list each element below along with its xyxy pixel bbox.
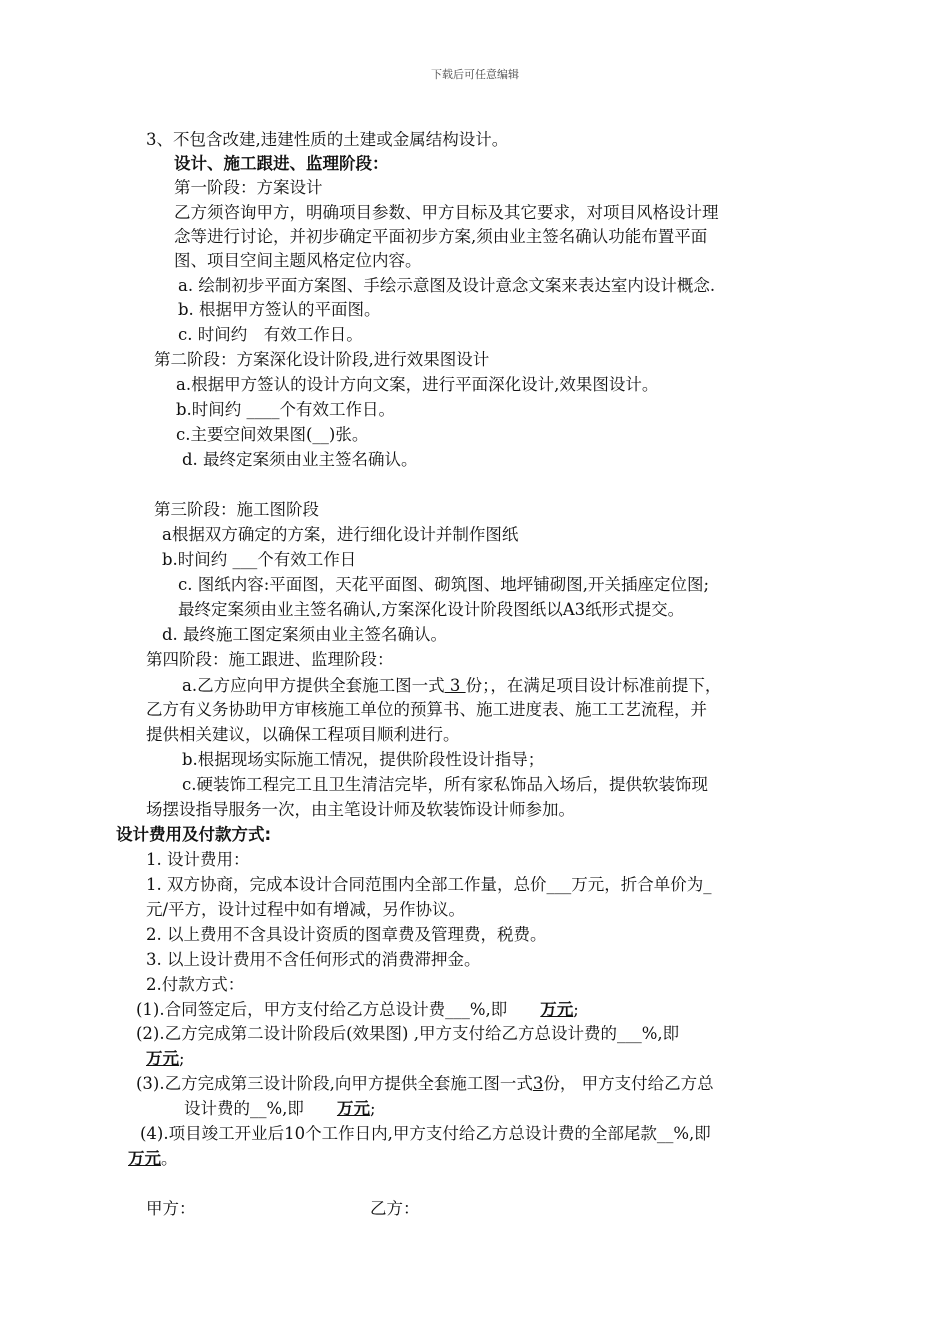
party-b-signature-label: 乙方： — [370, 1199, 420, 1218]
stage-2-title: 第二阶段：方案深化设计阶段,进行效果图设计 — [154, 350, 490, 369]
stage-4-item-b: b.根据现场实际施工情况，提供阶段性设计指导； — [182, 750, 545, 769]
payment-item-3-cont-text: 设计费的__%,即 — [184, 1099, 337, 1118]
payment-item-3-text-2: 份， 甲方支付给乙方总 — [543, 1074, 714, 1093]
stage-4-item-c: c.硬装饰工程完工且卫生清洁完毕，所有家私饰品入场后，提供软装饰现 — [182, 775, 708, 794]
stage-1-text-1: 乙方须咨询甲方，明确项目参数、甲方目标及其它要求，对项目风格设计理 — [174, 203, 719, 222]
fees-item-1-cont: 元/平方，设计过程中如有增减，另作协议。 — [146, 900, 466, 919]
payment-item-1 — [136, 998, 579, 1022]
stage-3-item-b: b.时间约 ___个有效工作日 — [162, 550, 357, 569]
stage-1-text-2: 念等进行讨论，并初步确定平面初步方案,须由业主签名确认功能布置平面 — [174, 227, 708, 246]
payment-item-2: (2).乙方完成第二设计阶段后(效果图) ,甲方支付给乙方总设计费的___%,即 — [136, 1024, 680, 1043]
payment-item-1-unit: 万元 — [540, 1000, 574, 1019]
stage-3-title: 第三阶段：施工图阶段 — [154, 500, 319, 519]
stage-3-item-c-cont: 最终定案须由业主签名确认,方案深化设计阶段图纸以A3纸形式提交。 — [178, 600, 685, 619]
payment-item-4-end: 。 — [161, 1149, 178, 1168]
stage-1-item-b: b. 根据甲方签认的平面图。 — [178, 300, 381, 319]
fees-item-3: 3. 以上设计费用不含任何形式的消费滞押金。 — [146, 950, 481, 969]
stage-3-item-d: d. 最终施工图定案须由业主签名确认。 — [162, 625, 448, 644]
payment-item-3-text: (3).乙方完成第三设计阶段,向甲方提供全套施工图一式 — [136, 1074, 533, 1093]
payment-subtitle: 2.付款方式： — [146, 975, 245, 994]
drawing-copies-value: 3 — [444, 676, 466, 695]
fees-subtitle: 1. 设计费用： — [146, 850, 250, 869]
payment-item-4: (4).项目竣工开业后10个工作日内,甲方支付给乙方总设计费的全部尾款__%,即 — [140, 1124, 711, 1143]
stage-2-item-a: a.根据甲方签认的设计方向文案，进行平面深化设计,效果图设计。 — [176, 375, 659, 394]
stage-1-item-c: c. 时间约 有效工作日。 — [178, 325, 363, 344]
section-heading-design-stages: 设计、施工跟进、监理阶段： — [174, 154, 389, 173]
payment-item-3-end: ; — [369, 1099, 376, 1118]
stage-1-text-3: 图、项目空间主题风格定位内容。 — [174, 251, 422, 270]
stage-3-item-a: a根据双方确定的方案，进行细化设计并制作图纸 — [162, 525, 519, 544]
payment-item-2-end: ; — [179, 1049, 185, 1068]
payment-item-2-cont — [146, 1047, 185, 1071]
stage-3-item-c: c. 图纸内容:平面图，天花平面图、砌筑图、地坪铺砌图,开关插座定位图; — [178, 575, 710, 594]
stage-1-title: 第一阶段：方案设计 — [174, 178, 323, 197]
stage-4-item-a-cont-1: 乙方有义务协助甲方审核施工单位的预算书、施工进度表、施工工艺流程，并 — [146, 700, 707, 719]
payment-item-1-text: (1).合同签定后，甲方支付给乙方总设计费___%,即 — [136, 1000, 541, 1019]
payment-item-3-cont — [184, 1097, 376, 1121]
party-a-signature-label: 甲方： — [146, 1199, 196, 1218]
stage-2-item-d: d. 最终定案须由业主签名确认。 — [182, 450, 418, 469]
stage-4-item-a-cont-2: 提供相关建议，以确保工程项目顺利进行。 — [146, 725, 460, 744]
stage-2-item-c: c.主要空间效果图(__)张。 — [176, 425, 369, 444]
clause-3: 3、不包含改建,违建性质的土建或金属结构设计。 — [146, 130, 509, 149]
fees-item-1: 1. 双方协商，完成本设计合同范围内全部工作量，总价___万元，折合单价为_ — [146, 875, 712, 894]
payment-item-2-unit: 万元 — [146, 1049, 179, 1068]
fees-item-2: 2. 以上费用不含具设计资质的图章费及管理费，税费。 — [146, 925, 547, 944]
stage-1-item-a: a. 绘制初步平面方案图、手绘示意图及设计意念文案来表达室内设计概念. — [178, 276, 716, 295]
payment-item-3 — [136, 1072, 714, 1096]
stage-4-item-a-text: a.乙方应向甲方提供全套施工图一式 — [182, 676, 445, 695]
payment-item-3-unit: 万元 — [336, 1099, 370, 1118]
stage-2-item-b: b.时间约 ____个有效工作日。 — [176, 400, 396, 419]
payment-item-4-cont — [128, 1147, 178, 1171]
payment-item-1-end: ; — [573, 1000, 579, 1019]
page-header: 下载后可任意编辑 — [431, 68, 519, 81]
stage-4-item-a — [182, 674, 721, 698]
payment-item-3-copies: 3 — [532, 1074, 544, 1093]
section-heading-fees: 设计费用及付款方式: — [116, 825, 272, 844]
stage-4-title: 第四阶段：施工跟进、监理阶段： — [146, 650, 394, 669]
stage-4-item-c-cont: 场摆设指导服务一次，由主笔设计师及软装饰设计师参加。 — [146, 800, 575, 819]
stage-4-item-a-text-2: 份；，在满足项目设计标准前提下， — [465, 676, 722, 695]
payment-item-4-unit: 万元 — [128, 1149, 161, 1168]
